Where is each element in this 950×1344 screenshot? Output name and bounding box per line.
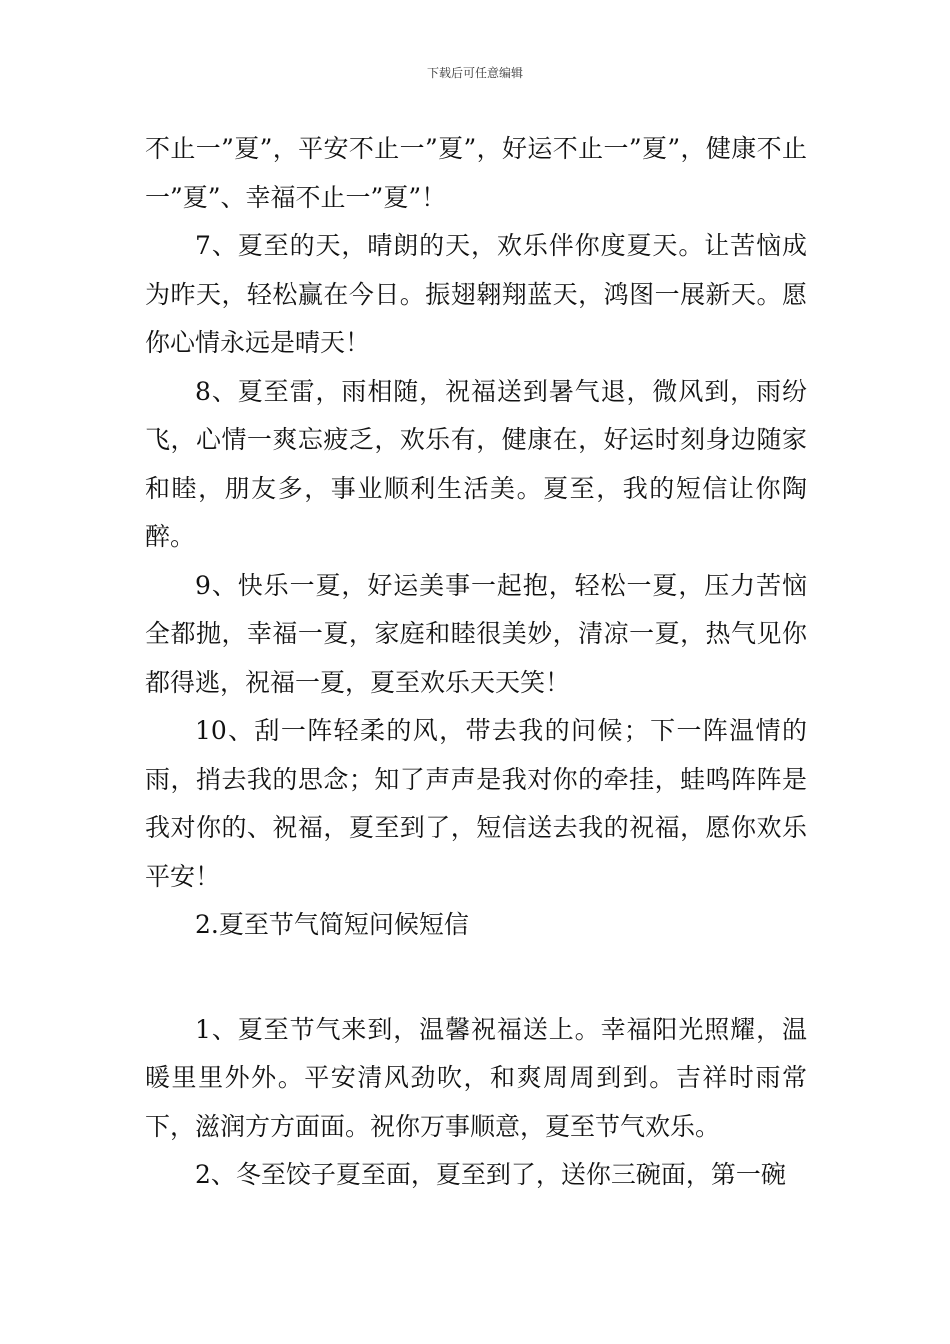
paragraph-item-7: 7、夏至的天，晴朗的天，欢乐伴你度夏天。让苦恼成为昨天，轻松赢在今日。振翅翱翔蓝天，鸿图一展新天。愿你心情永远是晴天！ (145, 231, 807, 357)
paragraph-item-10: 10、刮一阵轻柔的风，带去我的问候；下一阵温情的雨，捎去我的思念；知了声声是我对你的牵挂，蛙鸣阵阵是我对你的、祝福，夏至到了，短信送去我的祝福，愿你欢乐平安！ (145, 716, 807, 891)
section-heading: 2.夏至节气简短问候短信 (195, 910, 469, 939)
paragraph-item-9: 9、快乐一夏，好运美事一起抱，轻松一夏，压力苦恼全都抛，幸福一夏，家庭和睦很美妙，清凉一夏，热气见你都得逃，祝福一夏，夏至欢乐天天笑！ (145, 570, 807, 697)
paragraph-section2-item-1: 1、夏至节气来到，温馨祝福送上。幸福阳光照耀，温暖里里外外。平安清风劲吹，和爽周周到到。吉祥时雨常下，滋润方方面面。祝你万事顺意，夏至节气欢乐。 (145, 1014, 807, 1141)
paragraph-section2-item-2: 2、冬至饺子夏至面，夏至到了，送你三碗面，第一碗 (195, 1160, 786, 1189)
section-spacer (145, 950, 807, 1006)
page-header: 下载后可任意编辑 (426, 66, 523, 80)
paragraph-item-8: 8、夏至雷，雨相随，祝福送到暑气退，微风到，雨纷飞，心情一爽忘疲乏，欢乐有，健康在，好运时刻身边随家和睦，朋友多，事业顺利生活美。夏至，我的短信让你陶醉。 (145, 376, 807, 551)
document-body (145, 125, 807, 1200)
paragraph-continuation: 不止一”夏”，平安不止一”夏”，好运不止一”夏”，健康不止一”夏”、幸福不止一”夏”！ (145, 134, 807, 212)
